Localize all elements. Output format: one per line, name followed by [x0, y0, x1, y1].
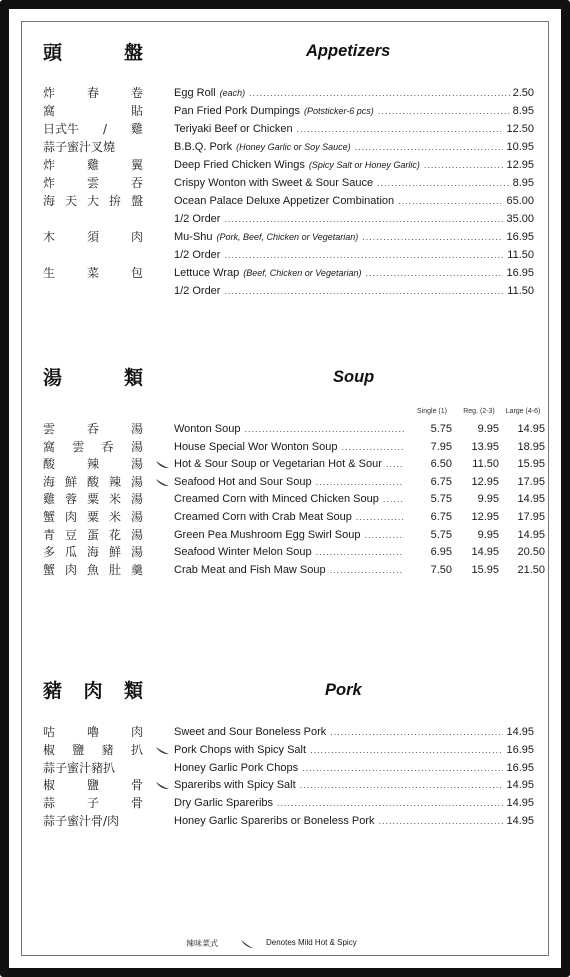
soup-item-row — [0, 508, 570, 526]
item-name-cn-part: 辣 — [86, 457, 99, 472]
item-name-cn-part: 豬 — [101, 742, 114, 757]
item-note: (Potsticker-6 pcs) — [303, 106, 374, 116]
item-name-cn-part: 肉 — [130, 725, 143, 739]
dot-leader — [341, 438, 404, 456]
item-name-cn — [43, 490, 143, 508]
item-name-cn-part: 天 — [64, 194, 77, 208]
pork-title-cn-char: 肉 — [83, 680, 103, 702]
dot-leader — [379, 812, 504, 830]
menu-item-row — [0, 138, 570, 156]
item-name-cn-part: 蛋 — [86, 527, 99, 542]
item-name: Deep Fried Chicken Wings — [174, 159, 305, 171]
item-name-cn-part: 米 — [108, 510, 121, 524]
menu-item-row — [0, 84, 570, 102]
dot-leader — [224, 282, 504, 300]
item-name-cn-part: 豆 — [64, 527, 77, 542]
item-name-cn-part: 蒜 — [43, 796, 56, 811]
menu-item — [174, 210, 534, 228]
item-name-cn-part: 木 — [43, 230, 56, 244]
item-name-cn-part: 肚 — [108, 562, 121, 577]
item-name-cn — [43, 508, 143, 526]
menu-item-row — [0, 812, 570, 830]
price-single: 6.75 — [430, 511, 452, 523]
item-name: Seafood Winter Melon Soup — [174, 546, 312, 559]
menu-item — [174, 812, 534, 830]
price-large: 17.95 — [517, 475, 545, 488]
item-name-cn-part: 雞 — [86, 158, 99, 172]
item-name: 1/2 Order — [174, 213, 221, 225]
item-note: (each) — [219, 88, 246, 98]
chili-pepper-icon — [154, 473, 170, 491]
menu-item-row — [0, 741, 570, 759]
item-name-cn-part: 多 — [43, 545, 56, 560]
menu-item — [174, 723, 534, 741]
menu-item-row — [0, 264, 570, 282]
dot-leader — [244, 420, 404, 438]
soup-title-cn — [43, 363, 143, 390]
dot-leader — [224, 246, 504, 264]
menu-item — [174, 228, 534, 246]
item-name-cn-part: 大 — [86, 194, 99, 208]
item-name-cn-part: 辣 — [108, 474, 121, 489]
item-name-cn-part: 蓉 — [64, 492, 77, 507]
item-name-cn-part: 呑 — [86, 422, 99, 436]
price-large: 21.50 — [517, 563, 545, 576]
item-price: 8.95 — [512, 105, 534, 117]
menu-item-row — [0, 120, 570, 138]
item-name-cn-part: 拚 — [108, 194, 121, 208]
item-name-cn-part: 湯 — [130, 545, 143, 560]
menu-item-row — [0, 192, 570, 210]
item-price: 12.95 — [506, 159, 534, 171]
dot-leader — [330, 561, 404, 579]
menu-item — [174, 156, 534, 174]
dot-leader — [355, 138, 504, 156]
price-large: 17.95 — [517, 511, 545, 523]
item-note: (Beef, Chicken or Vegetarian) — [243, 268, 362, 278]
menu-item — [174, 526, 406, 544]
item-name-cn — [43, 526, 143, 544]
item-note: (Spicy Salt or Honey Garlic) — [308, 160, 420, 170]
item-name-cn-part: 海 — [43, 194, 56, 208]
item-name-cn-part: 湯 — [130, 457, 143, 472]
item-name-cn-part: 湯 — [130, 492, 143, 507]
item-name: Green Pea Mushroom Egg Swirl Soup — [174, 528, 361, 541]
item-name-cn-part: 米 — [108, 492, 121, 507]
item-price: 11.50 — [507, 249, 534, 261]
item-name-cn-part: 羹 — [130, 562, 143, 577]
item-name-cn-part: 日式牛 — [43, 122, 80, 136]
item-name-cn-part: 雞 — [43, 492, 56, 507]
item-name-cn-part: / — [102, 122, 108, 136]
dot-leader — [364, 526, 404, 544]
menu-item-row — [0, 776, 570, 794]
menu-item — [174, 120, 534, 138]
item-price: 10.95 — [506, 141, 534, 153]
menu-item-row — [0, 174, 570, 192]
item-name-cn — [43, 120, 143, 138]
menu-item-row — [0, 102, 570, 120]
price-single: 6.75 — [430, 475, 452, 488]
item-name-cn — [43, 473, 143, 491]
chili-pepper-icon — [154, 776, 170, 794]
item-name-cn — [43, 192, 143, 210]
soup-title-cn-char: 湯 — [43, 367, 63, 389]
price-single: 5.75 — [430, 528, 452, 541]
item-name-cn-part: 瓜 — [64, 545, 77, 560]
item-name-cn — [43, 438, 143, 456]
item-name-cn-part: 海 — [43, 474, 56, 489]
item-name-cn — [43, 138, 143, 156]
appetizers-title: Appetizers — [306, 42, 391, 60]
menu-item — [174, 246, 534, 264]
price-regular: 13.95 — [471, 440, 499, 453]
item-name-cn-part: 酸 — [43, 457, 56, 472]
item-name-cn — [43, 420, 143, 438]
price-large: 14.95 — [517, 493, 545, 506]
price-regular: 15.95 — [471, 563, 499, 576]
item-name-cn-part: 肉 — [130, 230, 143, 244]
pork-title: Pork — [325, 681, 362, 699]
item-name-cn-part: 窩 — [43, 439, 56, 454]
dot-leader — [365, 264, 503, 282]
item-name: Pork Chops with Spicy Salt — [174, 743, 307, 756]
item-name-cn-part: 蒜子蜜汁豬扒 — [43, 760, 116, 775]
item-name-cn — [43, 759, 143, 777]
item-name-cn-part: 蟹 — [43, 510, 56, 524]
item-name-cn-part: 吞 — [130, 176, 143, 190]
soup-item-row — [0, 455, 570, 473]
item-price: 14.95 — [506, 797, 534, 810]
item-name-cn-part: 粟 — [86, 492, 99, 507]
price-single: 6.95 — [430, 546, 452, 559]
menu-item — [174, 138, 534, 156]
item-price: 16.95 — [506, 761, 534, 774]
item-name-cn-part: 肉 — [64, 562, 77, 577]
item-name-cn-part: 鹽 — [72, 742, 85, 757]
item-name-cn-part: 生 — [43, 266, 56, 280]
item-name-cn-part: 骨 — [130, 778, 143, 793]
item-name-cn-part: 子 — [86, 796, 99, 811]
menu-item — [174, 741, 534, 759]
item-name-cn-part: 蒜子蜜汁叉燒 — [43, 140, 116, 154]
item-name-cn — [43, 228, 143, 246]
item-name: Sweet and Sour Boneless Pork — [174, 726, 327, 738]
item-price: 16.95 — [506, 267, 534, 279]
item-name-cn-part: 鮮 — [108, 545, 121, 560]
menu-item — [174, 776, 534, 794]
item-name-cn-part: 鮮 — [64, 474, 77, 489]
item-name-cn — [43, 455, 143, 473]
menu-item — [174, 264, 534, 282]
item-price: 14.95 — [506, 815, 534, 827]
item-name: Egg Roll — [174, 87, 216, 99]
item-name-cn-part: 蒜子蜜汁骨/肉 — [43, 814, 120, 828]
item-price: 2.50 — [512, 87, 534, 99]
item-name-cn-part: 骨 — [130, 796, 143, 811]
item-name: Hot & Sour Soup or Vegetarian Hot & Sour — [174, 458, 382, 471]
price-single: 7.95 — [430, 440, 452, 453]
item-name-cn-part: 湯 — [130, 422, 143, 436]
item-name: 1/2 Order — [174, 249, 221, 261]
item-name: Lettuce Wrap — [174, 267, 240, 279]
item-name-cn-part: 炸 — [43, 176, 56, 190]
item-price: 14.95 — [506, 779, 534, 792]
item-name-cn-part: 菜 — [86, 266, 99, 280]
soup-item-row — [0, 526, 570, 544]
menu-item — [174, 84, 534, 102]
item-name: Spareribs with Spicy Salt — [174, 779, 296, 792]
chili-pepper-icon — [240, 938, 254, 950]
menu-item — [174, 102, 534, 120]
price-large: 14.95 — [517, 423, 545, 435]
item-price: 14.95 — [506, 726, 534, 738]
item-name-cn-part: 青 — [43, 527, 56, 542]
menu-item — [174, 561, 406, 579]
item-name-cn-part: 雲 — [86, 176, 99, 190]
item-name-cn-part: 炸 — [43, 158, 56, 172]
dot-leader — [224, 210, 503, 228]
item-price: 65.00 — [506, 195, 534, 207]
menu-item — [174, 473, 406, 491]
item-note: (Honey Garlic or Soy Sauce) — [236, 142, 351, 152]
menu-item — [174, 490, 406, 508]
item-name-cn — [43, 776, 143, 794]
price-single: 7.50 — [430, 563, 452, 576]
menu-item — [174, 282, 534, 300]
soup-item-row — [0, 420, 570, 438]
price-large: 20.50 — [517, 546, 545, 559]
menu-item-row — [0, 210, 570, 228]
item-name-cn-part: 包 — [130, 266, 143, 280]
item-name-cn-part: 雞 — [130, 122, 143, 136]
dot-leader — [424, 156, 504, 174]
item-name-cn-part: 窩 — [43, 104, 56, 118]
pork-title-cn-char: 類 — [123, 680, 143, 702]
menu-item — [174, 759, 534, 777]
item-name-cn-part: 炸 — [43, 86, 56, 100]
price-regular: 14.95 — [471, 546, 499, 559]
price-single: 5.75 — [430, 493, 452, 506]
item-name-cn-part: 花 — [108, 527, 121, 542]
item-name: Pan Fried Pork Dumpings — [174, 105, 300, 117]
item-price: 11.50 — [507, 285, 534, 297]
item-name-cn-part: 呑 — [101, 439, 114, 454]
soup-item-row — [0, 490, 570, 508]
item-name: 1/2 Order — [174, 285, 221, 297]
item-name-cn-part: 扒 — [130, 742, 143, 757]
item-name-cn-part: 咕 — [43, 725, 56, 739]
item-name-cn-part: 雲 — [43, 422, 56, 436]
dot-leader — [316, 473, 404, 491]
item-name: Teriyaki Beef or Chicken — [174, 123, 293, 135]
item-name: Wonton Soup — [174, 423, 241, 435]
item-name: Ocean Palace Deluxe Appetizer Combination — [174, 195, 395, 207]
dot-leader — [249, 84, 509, 102]
item-name-cn — [43, 741, 143, 759]
size-header-regular: Reg. (2-3) — [463, 408, 495, 415]
menu-item-row — [0, 794, 570, 812]
price-large: 18.95 — [517, 440, 545, 453]
item-name-cn-part: 湯 — [130, 439, 143, 454]
item-name-cn — [43, 102, 143, 120]
appetizers-title-cn — [43, 38, 143, 65]
item-name-cn-part: 魚 — [86, 562, 99, 577]
price-regular: 11.50 — [472, 458, 499, 471]
item-price: 35.00 — [506, 213, 534, 225]
spicy-legend-text: Denotes Mild Hot & Spicy — [266, 938, 357, 947]
item-name: B.B.Q. Pork — [174, 141, 233, 153]
item-name-cn — [43, 794, 143, 812]
item-name-cn-part: 卷 — [130, 86, 143, 100]
item-name-cn — [43, 543, 143, 561]
item-name-cn-part: 盤 — [130, 194, 143, 208]
item-name-cn-part: 貼 — [130, 104, 143, 118]
menu-item-row — [0, 228, 570, 246]
item-name-cn-part: 春 — [86, 86, 99, 100]
item-name-cn-part: 湯 — [130, 474, 143, 489]
item-name-cn-part: 椒 — [43, 778, 56, 793]
dot-leader — [386, 455, 404, 473]
menu-item-row — [0, 246, 570, 264]
item-name: Seafood Hot and Sour Soup — [174, 475, 312, 488]
soup-item-row — [0, 438, 570, 456]
item-name-cn-part: 鹽 — [86, 778, 99, 793]
menu-item-row — [0, 723, 570, 741]
price-regular: 9.95 — [477, 423, 499, 435]
price-single: 6.50 — [430, 458, 452, 471]
item-name-cn — [43, 156, 143, 174]
pork-title-cn-char: 豬 — [43, 680, 63, 702]
item-name-cn — [43, 84, 143, 102]
menu-item — [174, 455, 406, 473]
item-price: 16.95 — [506, 231, 534, 243]
item-name-cn-part: 酸 — [86, 474, 99, 489]
menu-item — [174, 543, 406, 561]
item-name-cn-part: 翼 — [130, 158, 143, 172]
price-single: 5.75 — [430, 423, 452, 435]
item-name: Honey Garlic Pork Chops — [174, 761, 299, 774]
dot-leader — [297, 120, 504, 138]
dot-leader — [356, 508, 404, 526]
item-name-cn-part: 肉 — [64, 510, 77, 524]
item-name: House Special Wor Wonton Soup — [174, 440, 338, 453]
item-name-cn-part: 雲 — [72, 439, 85, 454]
dot-leader — [383, 490, 404, 508]
dot-leader — [300, 776, 504, 794]
menu-item-row — [0, 156, 570, 174]
dot-leader — [316, 543, 404, 561]
dot-leader — [378, 102, 510, 120]
price-large: 14.95 — [517, 528, 545, 541]
appetizers-title-cn-char: 頭 — [43, 42, 63, 64]
soup-item-row — [0, 561, 570, 579]
dot-leader — [330, 723, 503, 741]
chili-pepper-icon — [154, 455, 170, 473]
dot-leader — [277, 794, 503, 812]
soup-item-row — [0, 473, 570, 491]
menu-item — [174, 420, 406, 438]
spicy-legend-cn: 辣味菜式 — [186, 939, 218, 948]
menu-item — [174, 192, 534, 210]
item-note: (Pork, Beef, Chicken or Vegetarian) — [216, 232, 359, 242]
item-name-cn — [43, 561, 143, 579]
price-regular: 9.95 — [477, 528, 499, 541]
item-name-cn — [43, 174, 143, 192]
item-name-cn-part: 湯 — [130, 527, 143, 542]
dot-leader — [377, 174, 509, 192]
soup-item-row — [0, 543, 570, 561]
dot-leader — [398, 192, 503, 210]
item-name-cn-part: 須 — [86, 230, 99, 244]
item-name: Creamed Corn with Minced Chicken Soup — [174, 493, 379, 506]
menu-item — [174, 794, 534, 812]
price-regular: 9.95 — [477, 493, 499, 506]
spicy-legend — [0, 938, 570, 952]
item-price: 8.95 — [512, 177, 534, 189]
item-name-cn-part: 海 — [86, 545, 99, 560]
item-name-cn — [43, 264, 143, 282]
menu-item — [174, 438, 406, 456]
item-name-cn-part: 椒 — [43, 742, 56, 757]
item-name-cn-part: 蟹 — [43, 562, 56, 577]
chili-pepper-icon — [154, 741, 170, 759]
item-name: Mu-Shu — [174, 231, 213, 243]
item-name: Crispy Wonton with Sweet & Sour Sauce — [174, 177, 374, 189]
price-regular: 12.95 — [471, 475, 499, 488]
soup-title: Soup — [333, 368, 375, 386]
menu-item — [174, 174, 534, 192]
item-name: Honey Garlic Spareribs or Boneless Pork — [174, 815, 375, 827]
menu-item-row — [0, 282, 570, 300]
dot-leader — [310, 741, 503, 759]
menu-item-row — [0, 759, 570, 777]
item-name: Crab Meat and Fish Maw Soup — [174, 563, 326, 576]
appetizers-title-cn-char: 盤 — [123, 42, 143, 64]
size-header-large: Large (4-6) — [505, 408, 541, 415]
menu-item — [174, 508, 406, 526]
item-name-cn — [43, 723, 143, 741]
soup-title-cn-char: 類 — [123, 367, 143, 389]
item-name: Dry Garlic Spareribs — [174, 797, 274, 810]
item-name: Creamed Corn with Crab Meat Soup — [174, 511, 352, 523]
size-header-single: Single (1) — [417, 408, 447, 415]
item-name-cn-part: 嚕 — [86, 725, 99, 739]
item-name-cn — [43, 812, 143, 830]
item-price: 16.95 — [506, 743, 534, 756]
item-price: 12.50 — [506, 123, 534, 135]
pork-title-cn — [43, 676, 143, 703]
price-regular: 12.95 — [471, 511, 499, 523]
price-large: 15.95 — [517, 458, 545, 471]
dot-leader — [362, 228, 503, 246]
dot-leader — [302, 759, 503, 777]
item-name-cn-part: 粟 — [86, 510, 99, 524]
item-name-cn-part: 湯 — [130, 510, 143, 524]
